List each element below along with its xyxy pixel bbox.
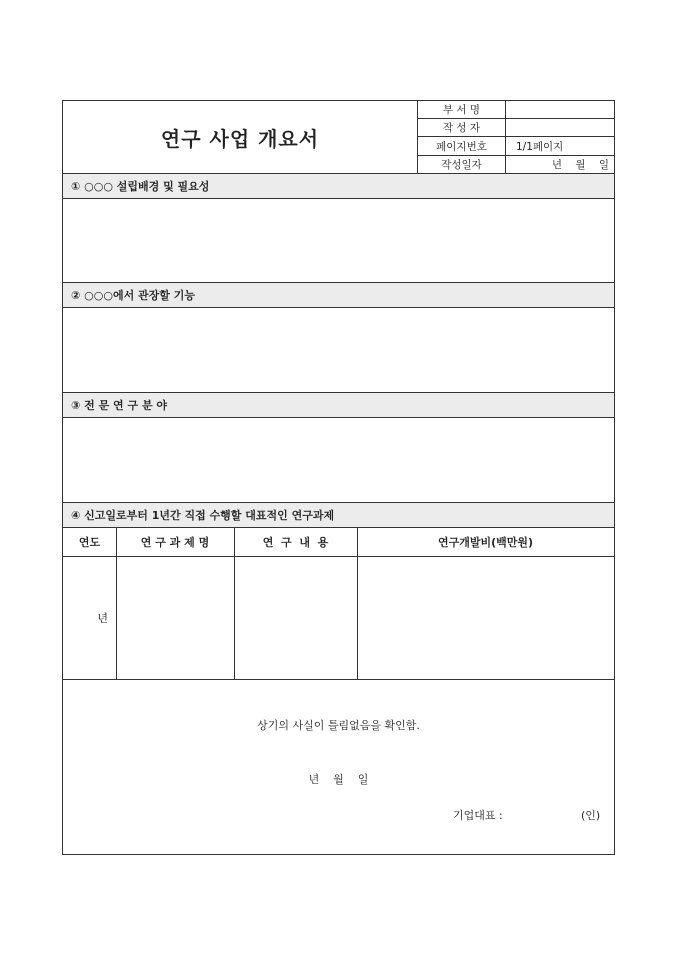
meta-value-dept[interactable]	[506, 101, 616, 119]
meta-value-page: 1/1페이지	[506, 137, 616, 155]
representative-label: 기업대표 :	[453, 809, 503, 822]
table-bottom-border	[63, 679, 614, 680]
table-cell-budget[interactable]	[358, 557, 614, 679]
meta-value-author[interactable]	[506, 119, 616, 137]
meta-label-date: 작성일자	[418, 155, 506, 173]
meta-table	[417, 101, 615, 173]
section-body-background[interactable]	[63, 199, 614, 282]
section-heading-projects: ④ 신고일로부터 1년간 직접 수행할 대표적인 연구과제	[63, 502, 614, 528]
section-body-functions[interactable]	[63, 308, 614, 392]
section-heading-research-fields: ③ 전 문 연 구 분 야	[63, 392, 614, 418]
seal-mark: (인)	[581, 809, 601, 822]
form-title: 연구 사업 개요서	[160, 126, 320, 151]
column-header-year: 연도	[78, 536, 101, 549]
meta-label-dept: 부 서 명	[418, 101, 506, 119]
research-overview-form	[62, 100, 615, 855]
confirm-statement: 상기의 사실이 틀림없음을 확인함.	[257, 719, 420, 732]
table-cell-year[interactable]: 년	[97, 612, 108, 625]
meta-value-date[interactable]: 년 월 일	[506, 155, 616, 173]
projects-table	[63, 528, 614, 679]
column-header-project-name: 연 구 과 제 명	[140, 536, 210, 549]
column-header-budget: 연구개발비(백만원)	[437, 536, 534, 549]
meta-label-page: 페이지번호	[418, 137, 506, 155]
table-cell-project-name[interactable]	[117, 557, 234, 679]
column-header-content: 연 구 내 용	[262, 536, 329, 549]
table-cell-content[interactable]	[235, 557, 357, 679]
meta-label-author: 작 성 자	[418, 119, 506, 137]
section-heading-background: ① ○○○ 설립배경 및 필요성	[63, 173, 614, 199]
section-heading-functions: ② ○○○에서 관장할 기능	[63, 282, 614, 308]
confirm-date: 년 월 일	[308, 773, 369, 786]
representative-name-field[interactable]	[513, 805, 579, 823]
section-body-research-fields[interactable]	[63, 418, 614, 502]
